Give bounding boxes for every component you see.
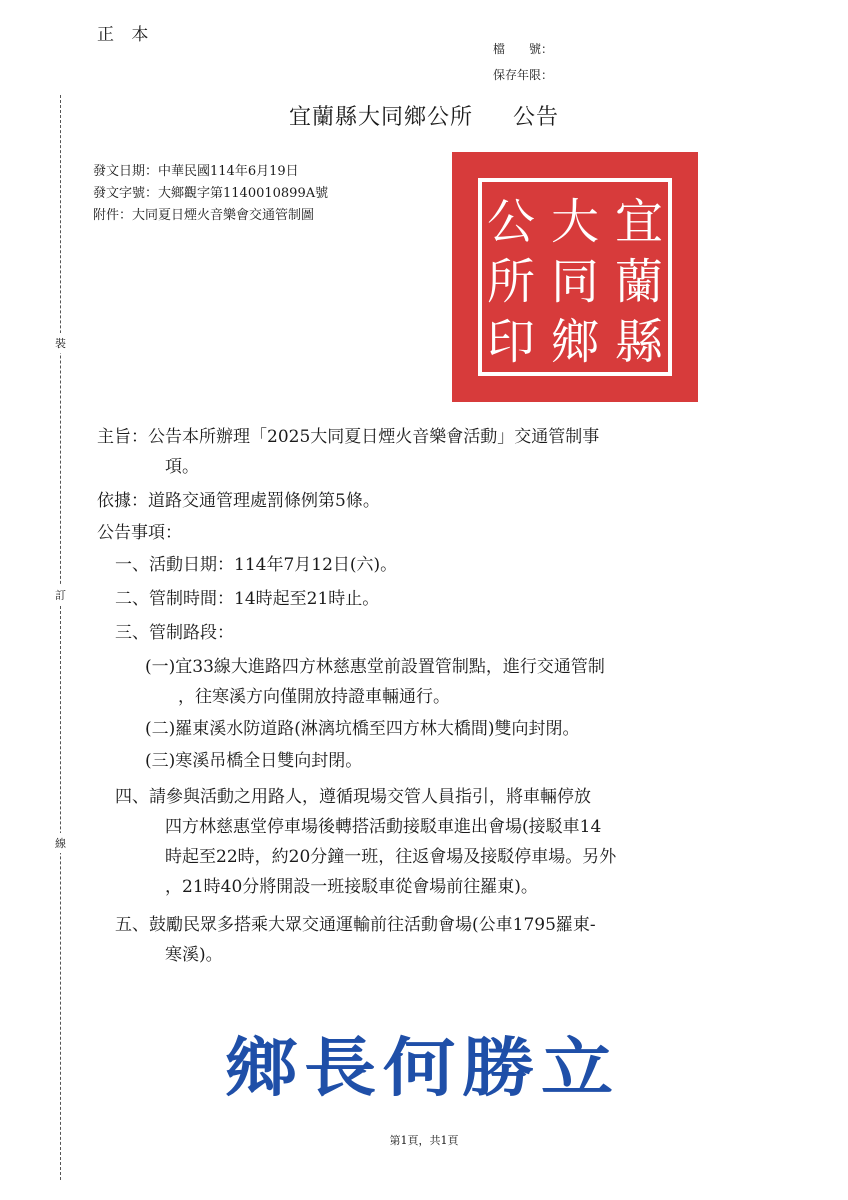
signature-text: 鄉長何勝立 <box>225 1031 620 1106</box>
item-3-sub-3: (三)寒溪吊橋全日雙向封閉。 <box>145 751 363 771</box>
item-5-line-1: 五、鼓勵民眾多搭乘大眾交通運輸前往活動會場(公車1795羅東- <box>115 915 596 935</box>
item-1: 一、活動日期：114年7月12日(六)。 <box>115 555 398 575</box>
item-2: 二、管制時間：14時起至21時止。 <box>115 589 380 609</box>
basis-line: 依據：道路交通管理處罰條例第5條。 <box>97 491 380 511</box>
binding-line <box>60 95 61 1180</box>
official-seal <box>446 146 704 408</box>
item-3-sub-2: (二)羅東溪水防道路(淋漓坑橋至四方林大橋間)雙向封閉。 <box>145 719 580 739</box>
seal-char-5: 同 <box>550 254 600 310</box>
seal-char-8: 所 <box>486 254 536 310</box>
document-title <box>0 100 848 131</box>
item-4-line-3: 時起至22時，約20分鐘一班，往返會場及接駁停車場。另外 <box>165 847 617 867</box>
subject-line-2: 項。 <box>165 457 199 477</box>
seal-char-2: 蘭 <box>614 254 664 310</box>
binding-mark-3: 線 <box>55 833 66 853</box>
file-number-label: 檔 號： <box>493 42 554 56</box>
copy-mark: 正 本 <box>97 25 155 45</box>
reference-number: 發文字號：大鄉觀字第1140010899A號 <box>93 186 329 201</box>
signature-stamp <box>225 1022 625 1112</box>
item-4-line-2: 四方林慈惠堂停車場後轉搭活動接駁車進出會場(接駁車14 <box>165 817 602 837</box>
subject-line-1: 主旨：公告本所辦理「2025大同夏日煙火音樂會活動」交通管制事 <box>97 427 600 447</box>
item-3-sub-1-line-2: ，往寒溪方向僅開放持證車輛通行。 <box>178 687 450 707</box>
item-4-line-4: ，21時40分將開設一班接駁車從會場前往羅東)。 <box>165 877 538 897</box>
item-3-sub-1-line-1: (一)宜33線大進路四方林慈惠堂前設置管制點，進行交通管制 <box>145 657 605 677</box>
seal-char-1: 宜 <box>614 194 664 250</box>
retention-period-label: 保存年限： <box>493 68 554 82</box>
item-5-line-2: 寒溪)。 <box>165 945 223 965</box>
page-number: 第1頁，共1頁 <box>389 1134 459 1147</box>
seal-char-6: 鄉 <box>550 314 600 370</box>
binding-mark-1: 裝 <box>55 333 66 353</box>
seal-char-4: 大 <box>550 194 600 250</box>
seal-char-9: 印 <box>486 314 536 370</box>
attachment-line: 附件：大同夏日煙火音樂會交通管制圖 <box>93 208 315 223</box>
items-heading: 公告事項： <box>97 523 182 543</box>
item-3: 三、管制路段： <box>115 623 234 643</box>
binding-mark-2: 訂 <box>55 585 66 605</box>
document-type: 公告 <box>513 105 560 130</box>
issuer-name: 宜蘭縣大同鄉公所 <box>288 105 473 130</box>
seal-char-7: 公 <box>486 194 536 250</box>
issue-date: 發文日期：中華民國114年6月19日 <box>93 164 299 179</box>
item-4-line-1: 四、請參與活動之用路人，遵循現場交管人員指引，將車輛停放 <box>115 787 591 807</box>
seal-char-3: 縣 <box>614 314 664 370</box>
